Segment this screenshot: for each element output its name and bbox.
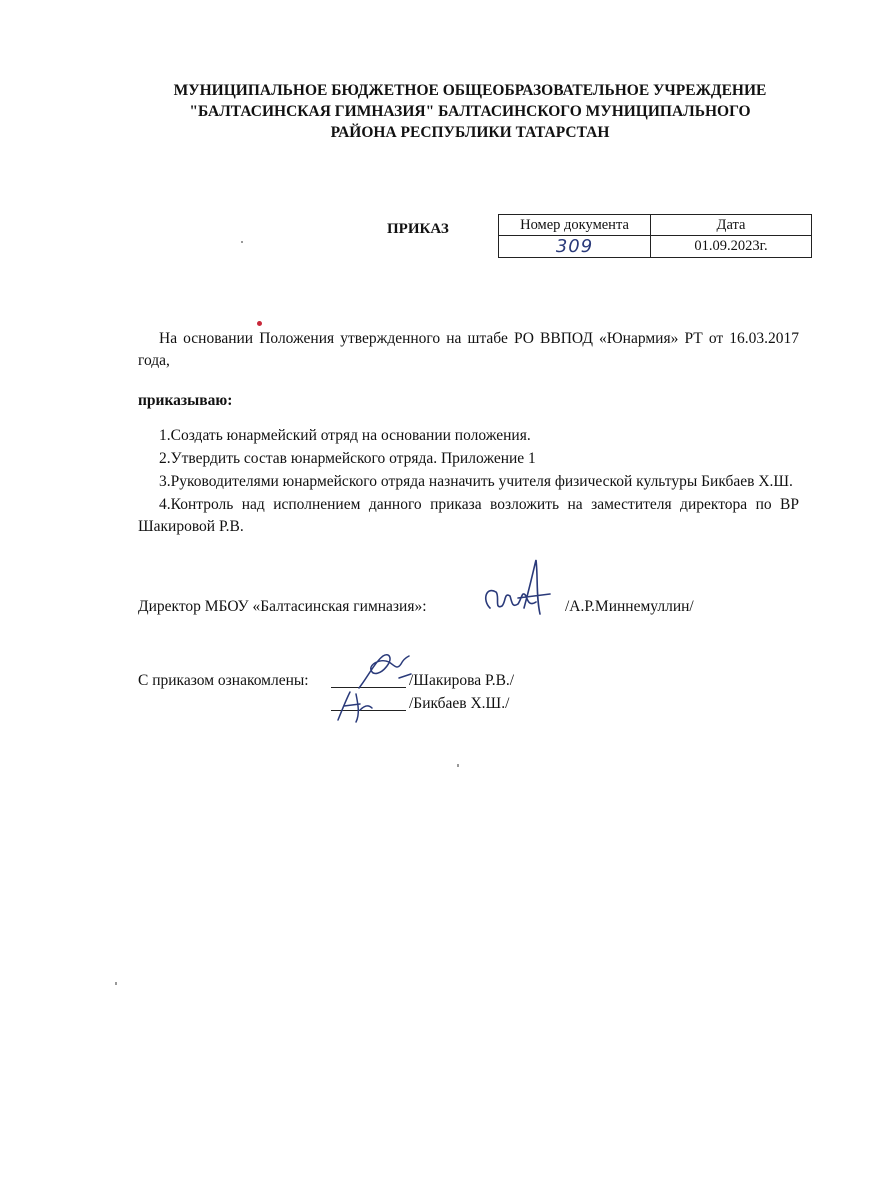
ack-label: С приказом ознакомлены: bbox=[138, 672, 309, 689]
director-name: /А.Р.Миннемуллин/ bbox=[565, 598, 694, 615]
order-word: приказываю: bbox=[138, 392, 233, 409]
ack-row-2 bbox=[138, 693, 838, 716]
ack-signature-2-icon bbox=[330, 686, 380, 726]
acknowledgement-block bbox=[138, 670, 838, 716]
ack-person-2: /Бикбаев Х.Ш./ bbox=[409, 695, 510, 712]
red-mark-dot bbox=[257, 321, 262, 326]
director-signature-icon bbox=[478, 556, 558, 626]
scan-speck bbox=[457, 764, 459, 767]
order-item-2: 2.Утвердить состав юнармейского отряда. Приложение 1 bbox=[159, 450, 536, 467]
doc-number-header: Номер документа bbox=[499, 215, 651, 236]
director-label: Директор МБОУ «Балтасинская гимназия»: bbox=[138, 598, 427, 615]
institution-header bbox=[120, 80, 820, 143]
scan-speck bbox=[115, 982, 117, 985]
order-items bbox=[138, 425, 799, 538]
order-item-4: 4.Контроль над исполнением данного приказа возложить на заместителя директора по ВР Шакировой Р.В. bbox=[138, 496, 799, 535]
doc-date-header: Дата bbox=[651, 215, 812, 236]
header-line-3: РАЙОНА РЕСПУБЛИКИ ТАТАРСТАН bbox=[330, 124, 610, 141]
header-line-2: "БАЛТАСИНСКАЯ ГИМНАЗИЯ" БАЛТАСИНСКОГО МУНИЦИПАЛЬНОГО bbox=[189, 103, 751, 120]
header-line-1: МУНИЦИПАЛЬНОЕ БЮДЖЕТНОЕ ОБЩЕОБРАЗОВАТЕЛЬНОЕ УЧРЕЖДЕНИЕ bbox=[173, 82, 767, 99]
order-item-1: 1.Создать юнармейский отряд на основании положения. bbox=[159, 427, 531, 444]
document-info-table bbox=[498, 214, 812, 258]
order-item-3: 3.Руководителями юнармейского отряда назначить учителя физической культуры Бикбаев Х.Ш. bbox=[159, 473, 793, 490]
scan-speck bbox=[241, 241, 243, 243]
doc-date-cell: 01.09.2023г. bbox=[651, 236, 812, 258]
doc-number-cell bbox=[499, 236, 651, 258]
doc-number-handwritten: 309 bbox=[555, 236, 594, 257]
order-title: ПРИКАЗ bbox=[387, 221, 449, 237]
preamble-paragraph: На основании Положения утвержденного на штабе РО ВВПОД «Юнармия» РТ от 16.03.2017 года, bbox=[138, 330, 799, 369]
ack-row-1 bbox=[138, 670, 838, 693]
ack-person-1: /Шакирова Р.В./ bbox=[409, 672, 515, 689]
